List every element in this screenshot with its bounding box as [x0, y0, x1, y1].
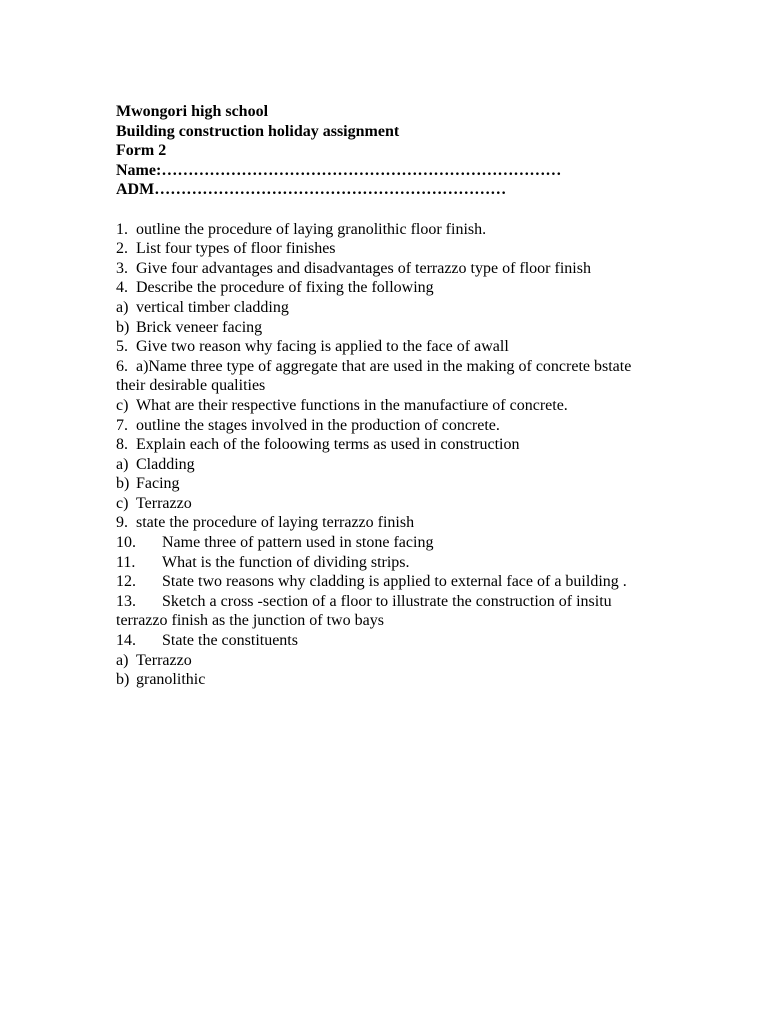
question-text: Cladding: [136, 455, 195, 473]
question-number: 4.: [116, 279, 128, 297]
question-item: [116, 357, 656, 396]
question-text: a)Name three type of aggregate that are used in the making of concrete bstate their desirable qualities: [116, 357, 632, 395]
question-text: State the constituents: [162, 632, 298, 650]
school-name: Mwongori high school: [116, 103, 269, 120]
question-item: [116, 298, 656, 318]
question-item: [116, 416, 656, 436]
question-number: 3.: [116, 259, 128, 277]
question-item: [116, 239, 656, 259]
question-item: [116, 651, 656, 671]
question-item: [116, 337, 656, 357]
question-text: Terrazzo: [136, 651, 192, 669]
question-text: State two reasons why cladding is applied to external face of a building .: [162, 573, 627, 591]
question-item: [116, 631, 656, 651]
question-item: [116, 670, 656, 690]
question-item: [116, 592, 656, 631]
question-number: 6.: [116, 357, 128, 375]
question-item: [116, 474, 656, 494]
question-number: 10.: [116, 534, 136, 552]
question-number: 11.: [116, 553, 136, 571]
question-list: [116, 220, 656, 690]
question-item: [116, 455, 656, 475]
question-item: [116, 318, 656, 338]
question-number: a): [116, 651, 129, 669]
question-item: [116, 553, 656, 573]
question-item: [116, 572, 656, 592]
question-text: What is the function of dividing strips.: [162, 553, 410, 571]
question-item: [116, 259, 656, 279]
question-number: 2.: [116, 240, 128, 258]
spacer: [116, 200, 656, 220]
question-text: Brick veneer facing: [136, 318, 263, 336]
form-label: Form 2: [116, 142, 167, 160]
question-text: state the procedure of laying terrazzo finish: [136, 514, 415, 532]
question-number: c): [116, 494, 129, 512]
question-number: b): [116, 475, 130, 493]
question-text: What are their respective functions in the manufactiure of concrete.: [136, 396, 568, 414]
question-number: 5.: [116, 338, 128, 356]
question-item: [116, 533, 656, 553]
question-item: [116, 435, 656, 455]
question-text: vertical timber cladding: [136, 298, 289, 316]
question-item: [116, 220, 656, 240]
question-text: outline the procedure of laying granolithic floor finish.: [136, 220, 487, 238]
question-number: 7.: [116, 416, 128, 434]
question-text: Sketch a cross -section of a floor to illustrate the construction of insitu terrazzo finish as the junction of two bays: [116, 592, 612, 630]
question-item: [116, 494, 656, 514]
question-text: List four types of floor finishes: [136, 240, 336, 258]
question-text: Give four advantages and disadvantages of terrazzo type of floor finish: [136, 259, 591, 277]
question-number: c): [116, 396, 129, 414]
question-number: 9.: [116, 514, 128, 532]
admission-number-line: ADM…………………………………………………………: [116, 181, 507, 199]
question-number: 14.: [116, 632, 136, 650]
question-text: outline the stages involved in the production of concrete.: [136, 416, 500, 434]
question-text: granolithic: [136, 671, 206, 689]
assignment-title: Building construction holiday assignment: [116, 122, 400, 140]
question-text: Terrazzo: [136, 494, 192, 512]
question-text: Give two reason why facing is applied to the face of awall: [136, 338, 509, 356]
question-number: b): [116, 671, 130, 689]
document-body: [116, 102, 656, 690]
question-item: [116, 278, 656, 298]
question-number: 1.: [116, 220, 128, 238]
question-number: 13.: [116, 592, 136, 610]
question-item: [116, 396, 656, 416]
question-number: b): [116, 318, 130, 336]
question-item: [116, 513, 656, 533]
question-text: Explain each of the foloowing terms as used in construction: [136, 436, 520, 454]
question-text: Name three of pattern used in stone facing: [162, 534, 434, 552]
student-name-line: Name:…………………………………………………………………: [116, 161, 562, 179]
question-number: 8.: [116, 436, 128, 454]
question-number: a): [116, 298, 129, 316]
question-number: 12.: [116, 573, 136, 591]
question-text: Facing: [136, 475, 180, 493]
question-number: a): [116, 455, 129, 473]
question-text: Describe the procedure of fixing the following: [136, 279, 434, 297]
